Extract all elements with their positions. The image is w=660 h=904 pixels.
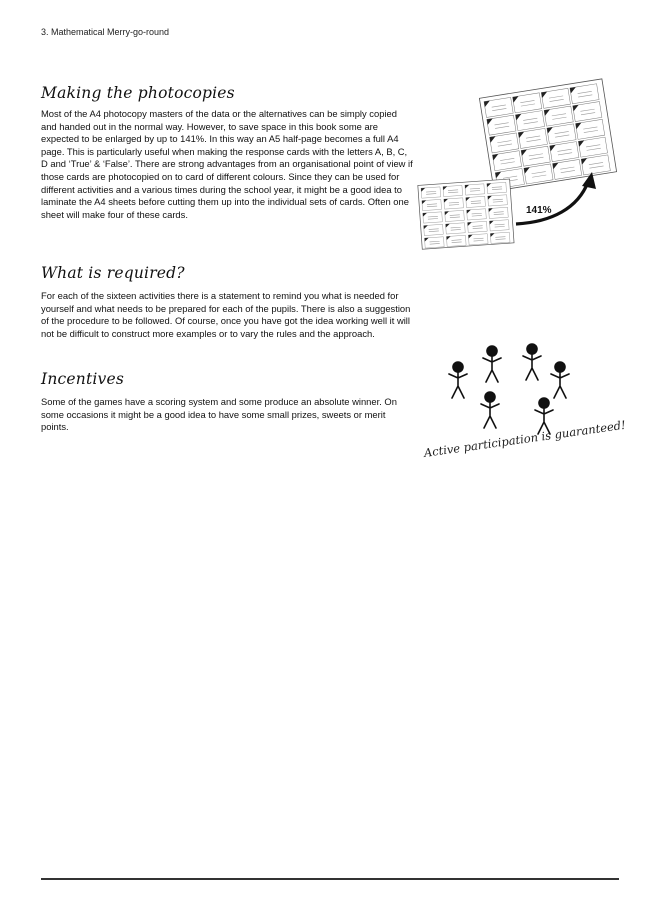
figure-head xyxy=(487,346,497,356)
figure-head xyxy=(453,362,463,372)
figure-body xyxy=(551,372,569,398)
figure-head xyxy=(539,398,549,408)
curved-arrow-icon xyxy=(512,172,602,232)
figure-body xyxy=(481,402,499,428)
figure-body xyxy=(523,354,541,380)
section-body-required: For each of the sixteen activities there is a statement to remind you what is needed for yourself and what needs to be prepared for each of the pupils. There is also a suggestion of the procedure to be followed. Of course, once you have got the idea working well it will not be difficult to construct more examples or to vary the rules and the approach. xyxy=(41,290,411,339)
enlargement-label: 141% xyxy=(526,205,552,216)
figure-body xyxy=(449,372,467,398)
figure-head xyxy=(527,344,537,354)
section-title-required: What is required? xyxy=(41,264,185,282)
small-card-sheet-icon xyxy=(418,180,518,250)
section-body-photocopies: Most of the A4 photocopy masters of the data or the alternatives can be simply copied and handed out in the normal way. However, to save space in this book some are expected to be enlarged by up to 141%. In this way an A5 half-page becomes a full A4 page. This is particularly useful when making the response cards with the letters A, B, C, D and ‘True’ & ‘False’. There are strong advantages from an organisational point of view if those cards are photocopied on to card of different colours. Since they can be used for different activities and a various times during the school year, it might be a good idea to laminate the A4 sheets before cutting them up into the individual sets of cards. Often one sheet will make four of these cards. xyxy=(41,108,413,220)
section-required xyxy=(41,264,413,340)
section-incentives xyxy=(41,370,413,434)
footer-rule xyxy=(41,878,619,880)
figure-body xyxy=(483,356,501,382)
figure-head xyxy=(555,362,565,372)
running-head: 3. Mathematical Merry-go-round xyxy=(41,27,170,37)
section-body-incentives: Some of the games have a scoring system and some produce an absolute winner. On some occasions it might be a good idea to have some small prizes, sweets or merit points. xyxy=(41,396,397,433)
section-title-photocopies: Making the photocopies xyxy=(41,84,235,102)
section-title-incentives: Incentives xyxy=(41,370,125,388)
section-photocopies xyxy=(41,84,413,221)
participation-caption: Active participation is guaranteed! xyxy=(423,417,627,460)
figure-head xyxy=(485,392,495,402)
